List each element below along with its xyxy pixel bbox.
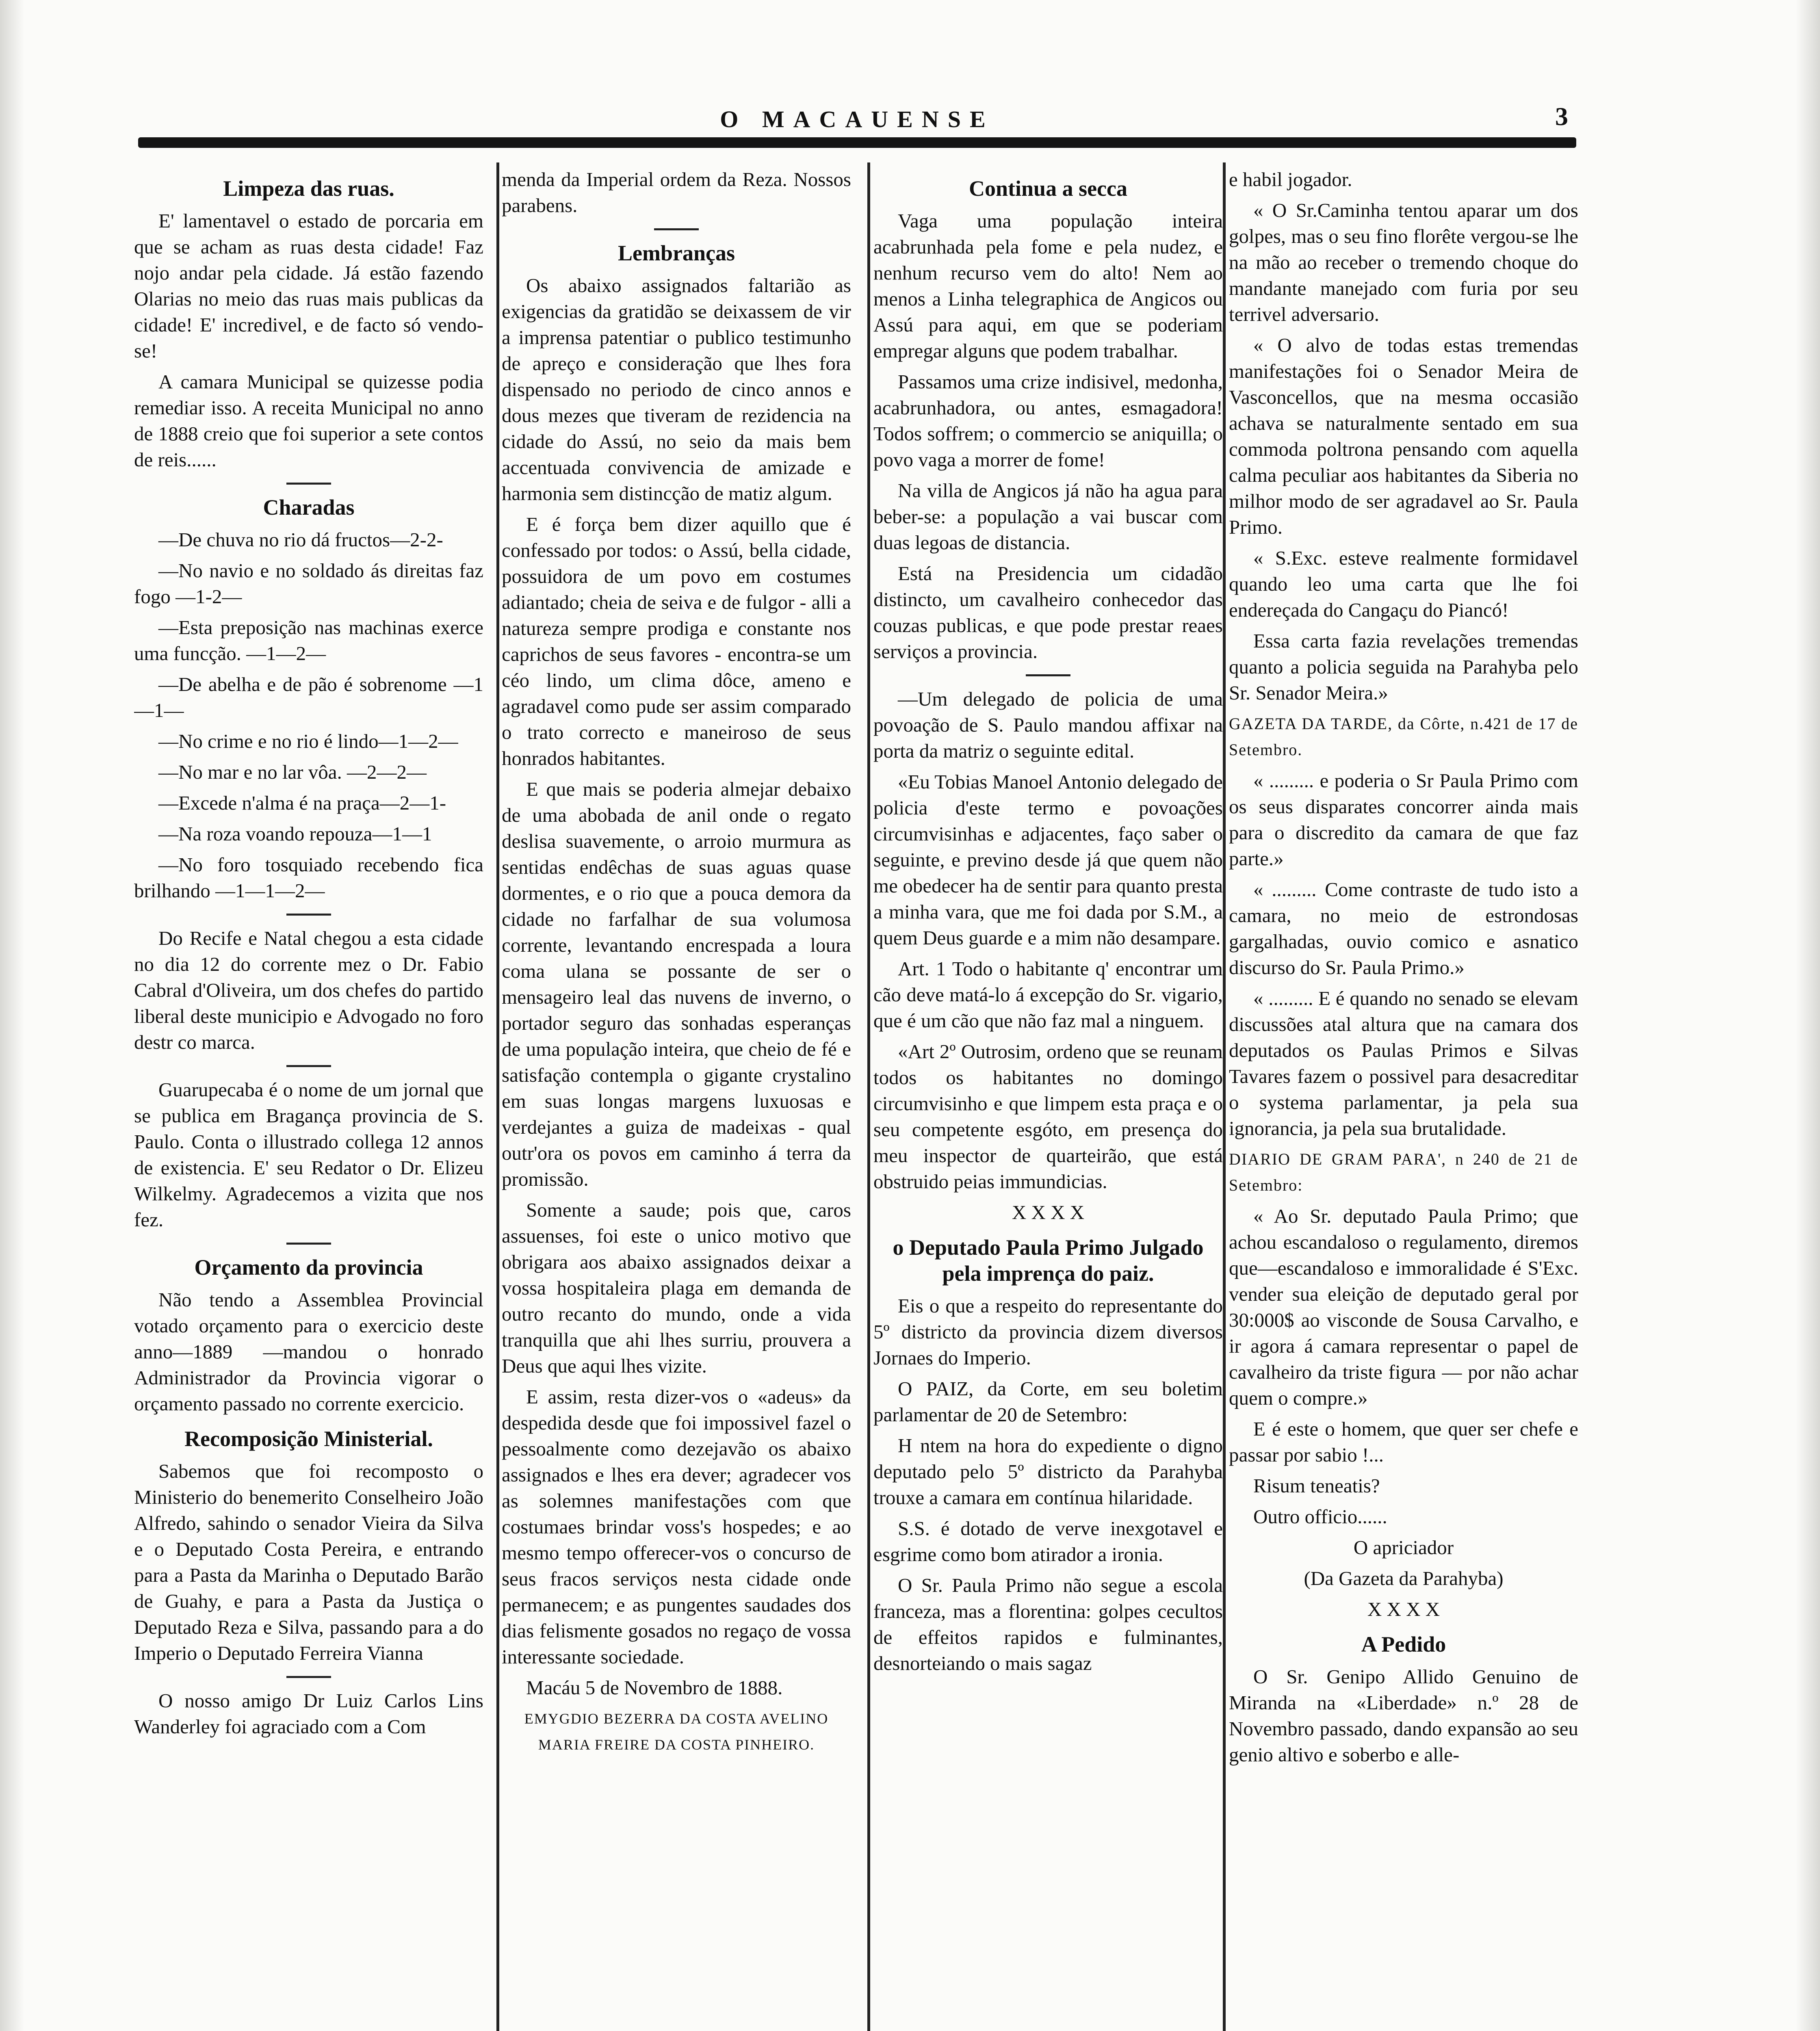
page-number: 3 [1555, 102, 1568, 131]
article-lembrancas-p4: Somente a saude; pois que, caros assuenses, foi este o unico motivo que obrigara aos abaixo assignados deixar a vossa hospitaleira plaga em demanda de outro recanto do mundo, onde a vida tranquilla que ahi lhes surriu, prouvera a Deus que aqui lhes vizite. [502, 1199, 851, 1377]
charada-item: —No crime e no rio é lindo—1—2— [158, 730, 458, 752]
article-recife: Do Recife e Natal chegou a esta cidade no dia 12 do corrente mez o Dr. Fabio Cabral d'Oliveira, um dos chefes do partido liberal deste municipio e Advogado no foro destr co marca. [134, 927, 483, 1053]
article-secca-p1: Vaga uma população inteira acabrunhada pela fome e pela nudez, e nenhum recurso vem do alto! Nem ao menos a Linha telegraphica de Angicos ou Assú para aqui, em que se poderiam empregar alguns que podem trabalhar. [873, 210, 1223, 362]
article-quote-p7: « ......... E é quando no senado se elevam discussões atal altura que na camara dos deputados os Paulas Primos e Silvas Tavares fazem o possivel para desacreditar o systema parlamentar, ja pela sua ignorancia, ja pela sua brutalidade. [1229, 987, 1578, 1139]
column-1 [134, 167, 483, 2031]
heading-lembrancas: Lembranças [618, 241, 735, 265]
article-secca-p3: Na villa de Angicos já não ha agua para beber-se: a população a vai buscar com duas legoas de distancia. [873, 479, 1223, 554]
article-continuation: e habil jogador. [1229, 168, 1352, 191]
charada-item: —De abelha e de pão é sobrenome —1—1— [134, 673, 483, 721]
article-lembrancas-signature: EMYGDIO BEZERRA DA COSTA AVELINO MARIA FREIRE DA COSTA PINHEIRO. [524, 1711, 829, 1753]
heading-charadas: Charadas [263, 495, 355, 520]
article-deputado-p3: H ntem na hora do expediente o digno deputado pelo 5º districto da Parahyba trouxe a camara em contínua hilaridade. [873, 1434, 1223, 1509]
separator [286, 1676, 331, 1678]
charada-item: —No navio e no soldado ás direitas faz fogo —1-2— [134, 559, 483, 608]
article-author: O apriciador [1353, 1536, 1454, 1559]
article-lembrancas-p2: E é força bem dizer aquillo que é confessado por todos: o Assú, bella cidade, possuidora de um povo em costumes adiantado; cheia de seiva e de fulgor - alli a natureza sempre prodiga e constante nos caprichos de seus favores - encontra-se um céo lindo, um clima dôce, ameno e agradavel como pude ser assim comparado o trato correcto e maneiroso de seus honrados habitantes. [502, 513, 851, 769]
newspaper-title: O MACAUENSE [720, 106, 994, 132]
column-divider-3 [1223, 162, 1226, 2031]
article-deputado-p1: Eis o que a respeito do representante do 5º districto da provincia dizem diversos Jornaes do Imperio. [873, 1295, 1223, 1369]
separator [654, 228, 699, 230]
separator-text: X X X X [1367, 1598, 1440, 1620]
charada-item: —De chuva no rio dá fructos—2-2- [158, 528, 443, 551]
separator [286, 483, 331, 485]
heading-orcamento: Orçamento da provincia [194, 1255, 423, 1280]
article-edital-p2: «Eu Tobias Manoel Antonio delegado de policia d'este termo e povoações circumvisinhas e adjacentes, faço saber o seguinte, e previno desde já que quem não me obedecer ha de sentir para quanto presta a minha vara, que me foi dada por S.M., a quem Deus guarde e a mim não desampare. [873, 771, 1223, 949]
article-guarupecaba: Guarupecaba é o nome de um jornal que se publica em Bragança provincia de S. Paulo. Conta o illustrado collega 12 annos de existencia. E' seu Redator o Dr. Elizeu Wilkelmy. Agradecemos a vizita que nos fez. [134, 1078, 483, 1231]
article-quote-p6: « ......... Come contraste de tudo isto a camara, no meio de estrondosas gargalhadas, ouvio comico e asnatico discurso do Sr. Paula Primo.» [1229, 878, 1578, 979]
article-edital-p4: «Art 2º Outrosim, ordeno que se reunam todos os habitantes no domingo circumvisinho e que limpem esta praça e o seu competente esgóto, em presença do meu inspector de quarteirão, que está obstruido peias immundicias. [873, 1040, 1223, 1193]
article-quote-p8: « Ao Sr. deputado Paula Primo; que achou escandaloso o regulamento, diremos que—escandaloso e immoralidade é S'Exc. vender sua eleição de deputado geral por 30:000$ ao visconde de Sousa Carvalho, e ir agora á camara representar o papel de cavalheiro da triste figura — por não achar quem o compre.» [1229, 1205, 1578, 1409]
heading-secca: Continua a secca [969, 176, 1127, 201]
separator [286, 1065, 331, 1067]
article-limpeza-p1: E' lamentavel o estado de porcaria em que se acham as ruas desta cidade! Faz nojo andar pela cidade. Já estão fazendo Olarias no meio das ruas mais publicas da cidade! E' incredivel, e de facto só vendo-se! [134, 210, 483, 362]
article-lembrancas-p1: Os abaixo assignados faltarião as exigencias da gratidão se deixassem de vir a imprensa patentiar o publico testimunho de apreço e consideração que lhes fora dispensado no periodo de cinco annos e dous mezes que tiveram de rezidencia na cidade do Assú, no seio da mais bem accentuada convivencia de amizade e harmonia sem distincção de matiz algum. [502, 274, 851, 505]
article-edital-p3: Art. 1 Todo o habitante q' encontrar um cão deve matá-lo á excepção do Sr. vigario, que é um cão que não faz mal a ninguem. [873, 957, 1223, 1032]
article-continuation: menda da Imperial ordem da Reza. Nossos parabens. [502, 168, 851, 217]
article-amigo: O nosso amigo Dr Luiz Carlos Lins Wanderley foi agraciado com a Com [134, 1689, 483, 1738]
column-4 [1229, 167, 1578, 2031]
charada-item: —Esta preposição nas machinas exerce uma funcção. —1—2— [134, 616, 483, 665]
masthead-rule [138, 137, 1576, 148]
heading-deputado: o Deputado Paula Primo Julgado pela imprença do paiz. [893, 1235, 1204, 1286]
column-divider-1 [496, 162, 499, 2031]
article-quote-p11: Outro officio...... [1253, 1505, 1387, 1528]
article-quote-p4: Essa carta fazia revelações tremendas quanto a policia seguida na Parahyba pelo Sr. Senador Meira.» [1229, 630, 1578, 704]
article-limpeza-p2: A camara Municipal se quizesse podia remediar isso. A receita Municipal no anno de 1888 creio que foi superior a sete contos de reis...... [134, 370, 483, 471]
article-quote-p5: « ......... e poderia o Sr Paula Primo com os seus disparates concorrer ainda mais para o discredito da camara de que faz parte.» [1229, 769, 1578, 870]
article-quote-p10: Risum teneatis? [1253, 1475, 1380, 1497]
article-quote-p9: E é este o homem, que quer ser chefe e passar por sabio !... [1229, 1418, 1578, 1466]
heading-recomposicao: Recomposição Ministerial. [184, 1427, 433, 1451]
article-lembrancas-p3: E que mais se poderia almejar debaixo de uma abobada de anil onde o regato deslisa suavemente, o arroio murmura as sentidas endêchas de suas aguas quase dormentes, e o rio que a pouca demora da cidade no farfalhar de sua volumosa corrente, levantando encrespada a loura coma ulana se possante de ser o mensageiro leal das nuvens de inverno, o portador seguro das sonhadas esperanças de uma população inteira, que cheio de fé e satisfação contempla o gigante crystalino em suas longas margens luxuosas e verdejantes a guiza de madeixas - qual outr'ora os povos em caminho á terra da promissão. [502, 778, 851, 1190]
separator-text: X X X X [1012, 1201, 1085, 1223]
article-lembrancas-p5: E assim, resta dizer-vos o «adeus» da despedida desde que foi impossivel fazel o pessoalmente como dezejavão os abaixo assignados e lhes era dever; agradecer vos as solemnes manifestações com que costumaes brindar voss's hospedes; e ao mesmo tempo offerecer-vos o concurso de seus fracos serviços nesta cidade onde permanecem; e as pungentes saudades dos dias felismente gosados no regaço de vossa interessante sociedade. [502, 1386, 851, 1668]
article-secca-p2: Passamos uma crize indisivel, medonha, acabrunhadora, ou antes, esmagadora! Todos soffrem; o commercio se aniquilla; o povo vaga a morrer de fome! [873, 370, 1223, 471]
charada-item: —Excede n'alma é na praça—2—1- [158, 792, 446, 814]
article-pedido-p1: O Sr. Genipo Allido Genuino de Miranda na «Liberdade» n.º 28 de Novembro passado, dando expansão ao seu genio altivo e soberbo e alle- [1229, 1665, 1578, 1766]
column-3 [873, 167, 1223, 2031]
article-secca-p4: Está na Presidencia um cidadão distincto, um cavalheiro conhecedor das couzas publicas, e que pode prestar reaes serviços a provincia. [873, 562, 1223, 663]
source-citation: GAZETA DA TARDE, da Côrte, n.421 de 17 de Setembro. [1229, 715, 1578, 759]
charada-item: —No mar e no lar vôa. —2—2— [158, 761, 427, 783]
separator [286, 1243, 331, 1245]
article-quote-p1: « O Sr.Caminha tentou aparar um dos golpes, mas o seu fino florête vergou-se lhe na mão ao receber o tremendo choque do mandante manejado com furia por seu terrivel adversario. [1229, 199, 1578, 325]
page-edge-right [1796, 0, 1820, 2031]
heading-limpeza: Limpeza das ruas. [223, 176, 394, 201]
separator [286, 914, 331, 916]
article-edital-p1: —Um delegado de policia de uma povoação de S. Paulo mandou affixar na porta da matriz o seguinte edital. [873, 688, 1223, 762]
article-source: (Da Gazeta da Parahyba) [1304, 1567, 1504, 1589]
article-orcamento: Não tendo a Assemblea Provincial votado orçamento para o exercicio deste anno—1889 —mandou o honrado Administrador da Provincia vigorar o orçamento passado no corrente exercicio. [134, 1288, 483, 1415]
page-edge-left [0, 0, 24, 2031]
separator [1026, 674, 1070, 676]
charada-item: —No foro tosquiado recebendo fica brilhando —1—1—2— [134, 853, 483, 902]
heading-pedido: A Pedido [1361, 1632, 1446, 1656]
article-quote-p2: « O alvo de todas estas tremendas manifestações foi o Senador Meira de Vasconcellos, que na mesma occasião achava se naturalmente sentado em sua commoda poltrona pensando com aquella calma peculiar aos habitantes da Siberia no milhor modo de ser agradavel ao Sr. Paula Primo. [1229, 334, 1578, 538]
charada-item: —Na roza voando repouza—1—1 [158, 823, 432, 845]
column-divider-2 [867, 162, 870, 2031]
article-lembrancas-date: Macáu 5 de Novembro de 1888. [526, 1676, 783, 1699]
article-deputado-p5: O Sr. Paula Primo não segue a escola franceza, mas a florentina: golpes cecultos de effeitos rapidos e fulminantes, desnorteiando o mais sagaz [873, 1574, 1223, 1674]
article-deputado-p2: O PAIZ, da Corte, em seu boletim parlamentar de 20 de Setembro: [873, 1377, 1223, 1426]
column-2 [502, 167, 851, 2031]
article-deputado-p4: S.S. é dotado de verve inexgotavel e esgrime como bom atirador a ironia. [873, 1517, 1223, 1565]
source-citation: DIARIO DE GRAM PARA', n 240 de 21 de Setembro: [1229, 1150, 1578, 1194]
article-quote-p3: « S.Exc. esteve realmente formidavel quando leo uma carta que lhe foi endereçada do Cangaçu do Piancó! [1229, 547, 1578, 621]
article-recomposicao: Sabemos que foi recomposto o Ministerio do benemerito Conselheiro João Alfredo, sahindo o senador Vieira da Silva e o Deputado Costa Pereira, e entrando para a Pasta da Marinha o Deputado Barão de Guahy, e para a Pasta da Justiça o Deputado Reza e Silva, passando para a do Imperio o Deputado Ferreira Vianna [134, 1460, 483, 1664]
